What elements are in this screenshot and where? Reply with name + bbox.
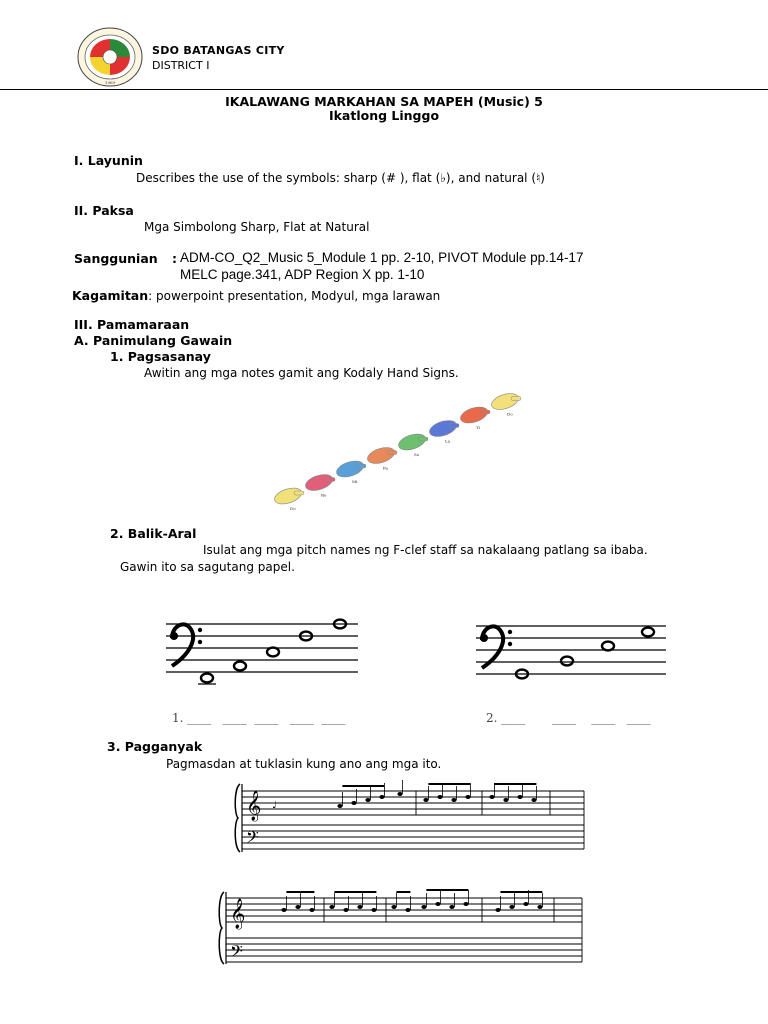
layunin-heading: I. Layunin: [74, 153, 143, 168]
hand-sign-7: [490, 391, 521, 417]
hand-sign-5: [428, 418, 459, 444]
hand-sign-2: [335, 458, 366, 484]
note-head: [357, 905, 362, 909]
grand-staff-score-1: [230, 778, 592, 856]
pagsasanay-text: Awitin ang mga notes gamit ang Kodaly Hand Signs.: [144, 366, 459, 380]
note-head: [397, 792, 402, 796]
kagamitan-label: Kagamitan: [72, 288, 149, 303]
header-district: DISTRICT I: [152, 59, 210, 72]
f-clef-staff-2: [470, 612, 670, 690]
pagsasanay-heading: 1. Pagsasanay: [110, 349, 211, 364]
note-head: [371, 908, 376, 912]
note-head: [537, 905, 542, 909]
note-head: [343, 908, 348, 912]
note-head: [391, 905, 396, 909]
svg-text:♩: ♩: [272, 800, 277, 811]
svg-text:1969: 1969: [104, 80, 116, 85]
layunin-text: Describes the use of the symbols: sharp (# ), flat (♭), and natural (♮): [136, 171, 545, 185]
note-head: [495, 908, 500, 912]
hand-label-4: So: [414, 452, 420, 457]
note-head: [405, 908, 410, 912]
pamamaraan-heading: III. Pamamaraan: [74, 317, 190, 332]
sanggunian-line1: ADM-CO_Q2_Music 5_Module 1 pp. 2-10, PIVOT Module pp.14-17: [180, 250, 584, 265]
note-head: [309, 908, 314, 912]
sanggunian-label: Sanggunian: [74, 251, 158, 266]
paksa-text: Mga Simbolong Sharp, Flat at Natural: [144, 220, 370, 234]
blanks-2-number: 2.: [486, 711, 498, 725]
note-head: [423, 798, 428, 802]
note-head: [435, 902, 440, 906]
balik-aral-text2: Gawin ito sa sagutang papel.: [120, 560, 295, 574]
note-head: [517, 795, 522, 799]
note-head: [437, 795, 442, 799]
treble-clef-icon: 𝄞: [246, 791, 262, 821]
balik-aral-text1: Isulat ang mga pitch names ng F-clef staff sa nakalaang patlang sa ibaba.: [203, 543, 648, 557]
hand-label-1: Re: [321, 492, 327, 498]
note-head: [465, 795, 470, 799]
bass-clef-icon: 𝄢: [246, 827, 259, 851]
kodaly-hand-signs-image: [270, 388, 526, 518]
note-head: [329, 905, 334, 909]
note-head: [365, 798, 370, 802]
answer-blanks-1: [172, 711, 345, 725]
f-clef-staff-1: [160, 606, 365, 696]
panimulang-gawain-heading: A. Panimulang Gawain: [74, 333, 233, 348]
note-head: [509, 905, 514, 909]
note-head: [531, 798, 536, 802]
hand-label-6: Ti: [476, 425, 480, 430]
blanks-2-lines: ____ ____ ____ ____: [501, 711, 651, 725]
sanggunian-colon: :: [172, 251, 177, 266]
treble-clef-icon: 𝄞: [230, 899, 246, 929]
blanks-1-number: 1.: [172, 711, 184, 725]
school-seal-logo: [76, 26, 144, 88]
answer-blanks-2: [486, 711, 651, 725]
grand-staff-score-2: [214, 886, 590, 968]
note-head: [489, 795, 494, 799]
hand-sign-6: [459, 404, 490, 430]
hand-label-2: Mi: [352, 479, 358, 484]
sanggunian-line2: MELC page.341, ADP Region X pp. 1-10: [180, 267, 425, 282]
hand-sign-1: [304, 472, 335, 498]
pagganyak-heading: 3. Pagganyak: [107, 739, 203, 754]
note-head: [337, 804, 342, 808]
note-head: [421, 905, 426, 909]
note-head: [451, 798, 456, 802]
note-head: [379, 795, 384, 799]
balik-aral-heading: 2. Balik-Aral: [110, 526, 197, 541]
hand-sign-0: [273, 485, 304, 511]
note-head: [449, 905, 454, 909]
page-subtitle: Ikatlong Linggo: [328, 108, 440, 123]
hand-label-5: La: [445, 438, 451, 444]
pagganyak-text: Pagmasdan at tuklasin kung ano ang mga ito.: [166, 757, 442, 771]
note-head: [351, 801, 356, 805]
note-head: [503, 798, 508, 802]
header-divider: [0, 89, 768, 90]
page-title: IKALAWANG MARKAHAN SA MAPEH (Music) 5: [225, 94, 543, 109]
hand-label-0: Do: [290, 506, 296, 511]
blanks-1-lines: ____ ____ ____ ____ ____: [187, 711, 346, 725]
paksa-heading: II. Paksa: [74, 203, 134, 218]
header-org: SDO BATANGAS CITY: [152, 44, 285, 57]
hand-sign-3: [366, 445, 397, 471]
hand-sign-4: [397, 431, 428, 457]
note-head: [281, 908, 286, 912]
hand-label-3: Fa: [383, 465, 388, 471]
bass-clef-icon: 𝄢: [230, 941, 243, 965]
note-head: [523, 902, 528, 906]
hand-label-7: Do: [507, 411, 513, 417]
note-head: [463, 902, 468, 906]
note-head: [295, 905, 300, 909]
kagamitan-row: [72, 285, 440, 304]
kagamitan-text: : powerpoint presentation, Modyul, mga larawan: [148, 289, 441, 303]
